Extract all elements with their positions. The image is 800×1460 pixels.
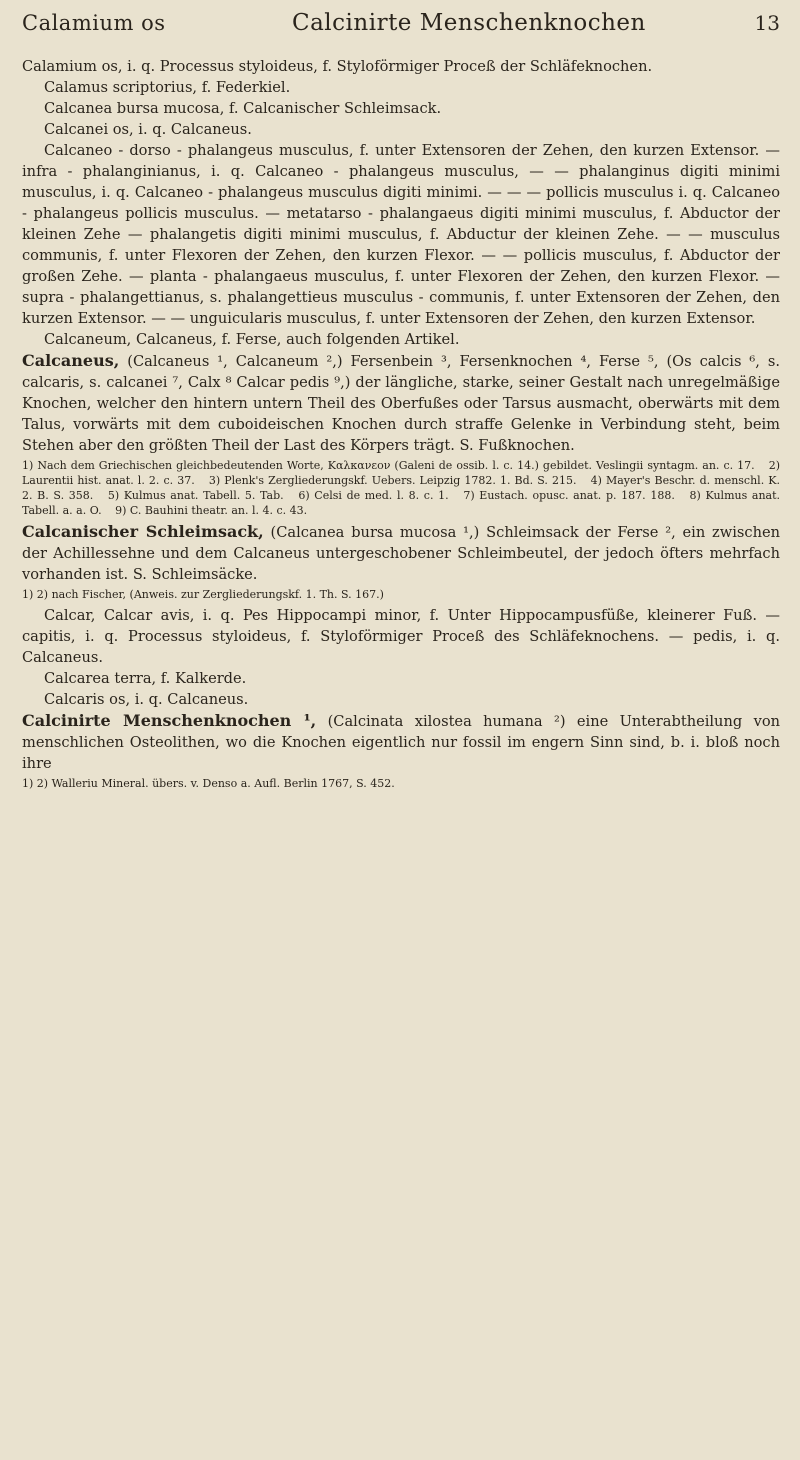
- calcaneus-headword: Calcaneus,: [22, 351, 120, 370]
- running-head: [22, 10, 780, 56]
- footnote: 1) 2) Walleriu Mineral. übers. v. Denso a. Aufl. Berlin 1767, S. 452.: [22, 777, 395, 790]
- entry-calamus: Calamus scriptorius, f. Federkiel.: [44, 79, 291, 96]
- footnotes-calcaneus: [22, 458, 780, 518]
- calcinirte-text: (Calcinata xilostea humana ²) eine Unterabtheilung von menschlichen Osteolithen, wo die Knochen eigentlich nur fossil im engern Sinn sind, b. i. bloß noch ihre: [22, 713, 781, 772]
- footnote: 6) Celsi de med. l. 8. c. 1.: [298, 489, 449, 502]
- page-body: [22, 56, 780, 791]
- calcaneus-text: (Calcaneus ¹, Calcaneum ²,) Fersenbein ³, Fersenknochen ⁴, Ferse ⁵, (Os calcis ⁶, s. calcaris, s. calcanei ⁷, Calx ⁸ Calcar pedis ⁹,) der längliche, starke, seiner Gestalt nach unregelmäßige Knochen, welcher den hintern untern Theil des Oberfußes oder Tarsus ausmacht, oberwärts mit dem Talus, vorwärts mit dem cuboideischen Knochen durch straffe Gelenke in Verbindung steht, beim Stehen aber den größten Theil der Last des Körpers trägt. S. Fußknochen.: [22, 353, 780, 454]
- footnote: 8) Kulmus anat. Tabell. a. a. O.: [22, 489, 781, 517]
- entry-calcanischer-schleimsack: [22, 521, 780, 585]
- entry-calamium-os: Calamium os, i. q. Processus styloideus, f. Styloförmiger Proceß der Schläfeknochen.: [22, 58, 653, 75]
- footnote: 9) C. Bauhini theatr. an. l. 4. c. 43.: [115, 504, 308, 517]
- footnote: 5) Kulmus anat. Tabell. 5. Tab.: [107, 489, 284, 502]
- footnote: 1) 2) nach Fischer, (Anweis. zur Zergliederungskf. 1. Th. S. 167.): [22, 588, 384, 601]
- entry-calcanea-bursa: Calcanea bursa mucosa, f. Calcanischer Schleimsack.: [44, 100, 442, 117]
- page-number: 13: [754, 11, 780, 35]
- footnote: 4) Mayer's Beschr. d. menschl. K. 2. B. S. 358.: [22, 474, 780, 502]
- calcinirte-headword: Calcinirte Menschenknochen ¹,: [22, 711, 317, 730]
- footnote: 7) Eustach. opusc. anat. p. 187. 188.: [463, 489, 675, 502]
- entry-calcar: Calcar, Calcar avis, i. q. Pes Hippocampi minor, f. Unter Hippocampusfüße, kleinerer Fuß. — capitis, i. q. Processus styloideus, f. Styloförmiger Proceß des Schläfeknochens. — pedis, i. q. Calcaneus.: [22, 607, 780, 666]
- schleimsack-text: (Calcanea bursa mucosa ¹,) Schleimsack der Ferse ², ein zwischen der Achillessehne und dem Calcaneus untergeschobener Schleimbeutel, der jedoch öfters mehrfach vorhanden ist. S. Schleimsäcke.: [22, 524, 781, 583]
- schleimsack-headword: Calcanischer Schleimsack,: [22, 522, 264, 541]
- footnote: 1) Nach dem Griechischen gleichbedeutenden Worte, Καλκανεον (Galeni de ossib. l. c. 14.) gebildet. Veslingii syntagm. an. c. 17.: [22, 459, 755, 472]
- entry-calcaris-os: Calcaris os, i. q. Calcaneus.: [44, 691, 249, 708]
- running-head-center: Calcinirte Menschenknochen: [292, 10, 646, 36]
- footnotes-schleimsack: [22, 587, 780, 602]
- running-head-left: Calamium os: [22, 11, 166, 35]
- entry-calcaneum: Calcaneum, Calcaneus, f. Ferse, auch folgenden Artikel.: [44, 331, 460, 348]
- entry-calcaneus: [22, 350, 780, 456]
- entry-calcarea-terra: Calcarea terra, f. Kalkerde.: [44, 670, 247, 687]
- entry-calcanei-os: Calcanei os, i. q. Calcaneus.: [44, 121, 252, 138]
- entry-calcinirte-menschenknochen: [22, 710, 780, 774]
- footnote: 2) Laurentii hist. anat. l. 2. c. 37.: [22, 459, 780, 487]
- footnote: 3) Plenk's Zergliederungskf. Uebers. Leipzig 1782. 1. Bd. S. 215.: [208, 474, 577, 487]
- footnotes-calcinirte: [22, 776, 780, 791]
- entry-calcaneo-phalangeus: Calcaneo - dorso - phalangeus musculus, f. unter Extensoren der Zehen, den kurzen Extensor. — infra - phalanginianus, i. q. Calcaneo - phalangeus musculus, — — phalanginus digiti minimi musculus, i. q. Calcaneo - phalangeus musculus digiti minimi. — — — pollicis musculus i. q. Calcaneo - phalangeus pollicis musculus. — metatarso - phalangaeus digiti minimi musculus, f. Abductor der kleinen Zehe — phalangetis digiti minimi musculus, f. Abductur der kleinen Zehe. — — musculus communis, f. unter Flexoren der Zehen, den kurzen Flexor. — — pollicis musculus, f. Abductor der großen Zehe. — planta - phalangaeus musculus, f. unter Flexoren der Zehen, den kurzen Flexor. — supra - phalangettianus, s. phalangettieus musculus - communis, f. unter Extensoren der Zehen, den kurzen Extensor. — — unguicularis musculus, f. unter Extensoren der Zehen, den kurzen Extensor.: [22, 142, 780, 327]
